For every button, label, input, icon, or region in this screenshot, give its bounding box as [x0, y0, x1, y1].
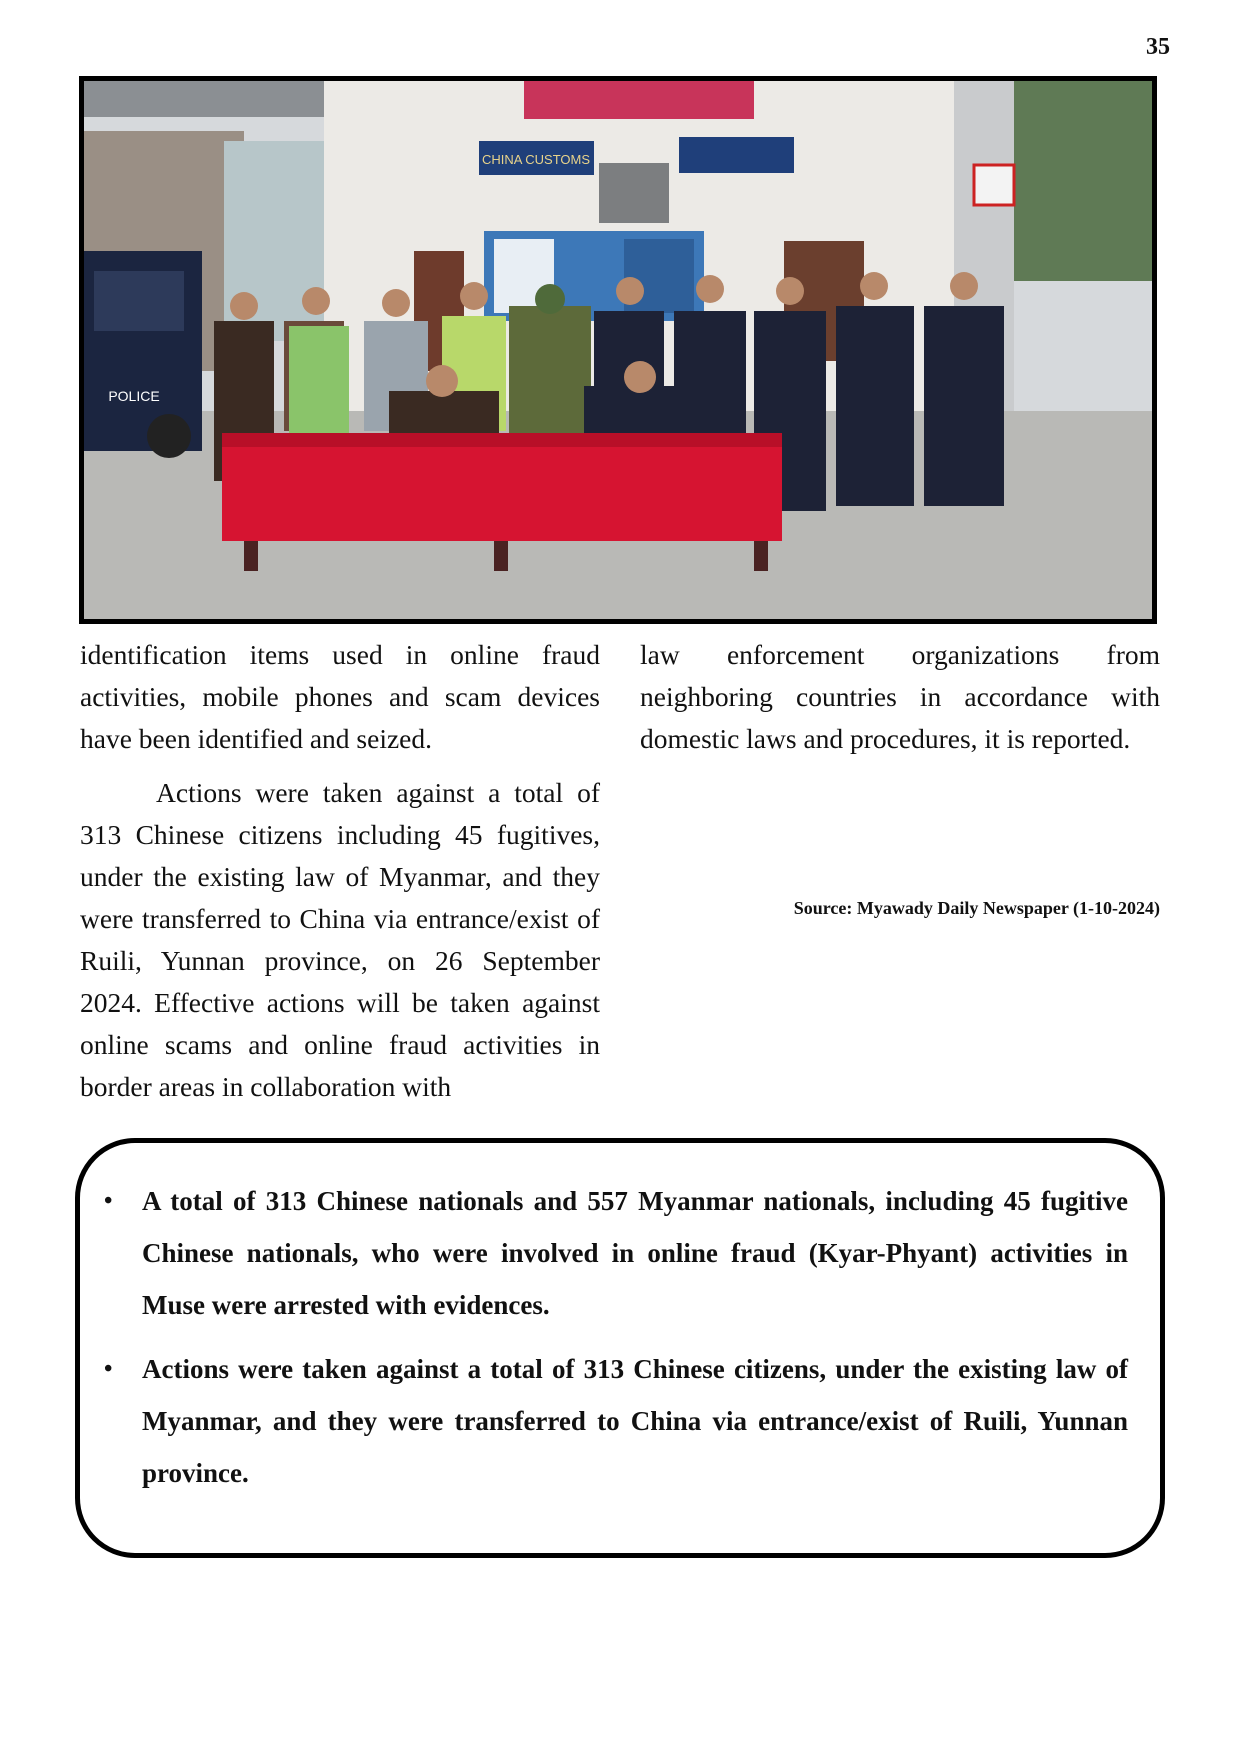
article-left-column — [80, 634, 600, 1108]
bullet-icon: • — [104, 1356, 113, 1382]
summary-item-text: A total of 313 Chinese nationals and 557 Myanmar nationals, including 45 fugitive Chinese nationals, who were involved in online fraud (Kyar-Phyant) activities in Muse were arrested with evidences. — [142, 1186, 1128, 1320]
page-number: 35 — [1146, 34, 1170, 60]
summary-item — [104, 1343, 1128, 1499]
police-car-text: POLICE — [108, 388, 160, 404]
customs-sign-text: CHINA CUSTOMS — [481, 152, 591, 167]
source-citation: Source: Myawady Daily Newspaper (1-10-2024) — [793, 898, 1160, 918]
article-paragraph: law enforcement organizations from neighboring countries in accordance with domestic laws and procedures, it is reported. — [640, 639, 1160, 754]
signing-ceremony-photo — [84, 81, 1152, 619]
article-paragraph: identification items used in online fraud activities, mobile phones and scam devices have been identified and seized. — [80, 639, 600, 754]
article-paragraph: Actions were taken against a total of 313 Chinese citizens including 45 fugitives, under the existing law of Myanmar, and they were transferred to China via entrance/exist of Ruili, Yunnan province, on 26 September 2024. Effective actions will be taken against online scams and online fraud activities in border areas in collaboration with — [80, 777, 600, 1102]
summary-item — [104, 1175, 1128, 1331]
summary-list — [80, 1143, 1160, 1499]
summary-item-text: Actions were taken against a total of 313 Chinese citizens, under the existing law of Myanmar, and they were transferred to China via entrance/exist of Ruili, Yunnan province. — [142, 1354, 1128, 1488]
summary-box — [75, 1138, 1165, 1558]
bullet-icon: • — [104, 1188, 113, 1214]
article-photo — [79, 76, 1157, 624]
article-right-column — [640, 634, 1160, 760]
